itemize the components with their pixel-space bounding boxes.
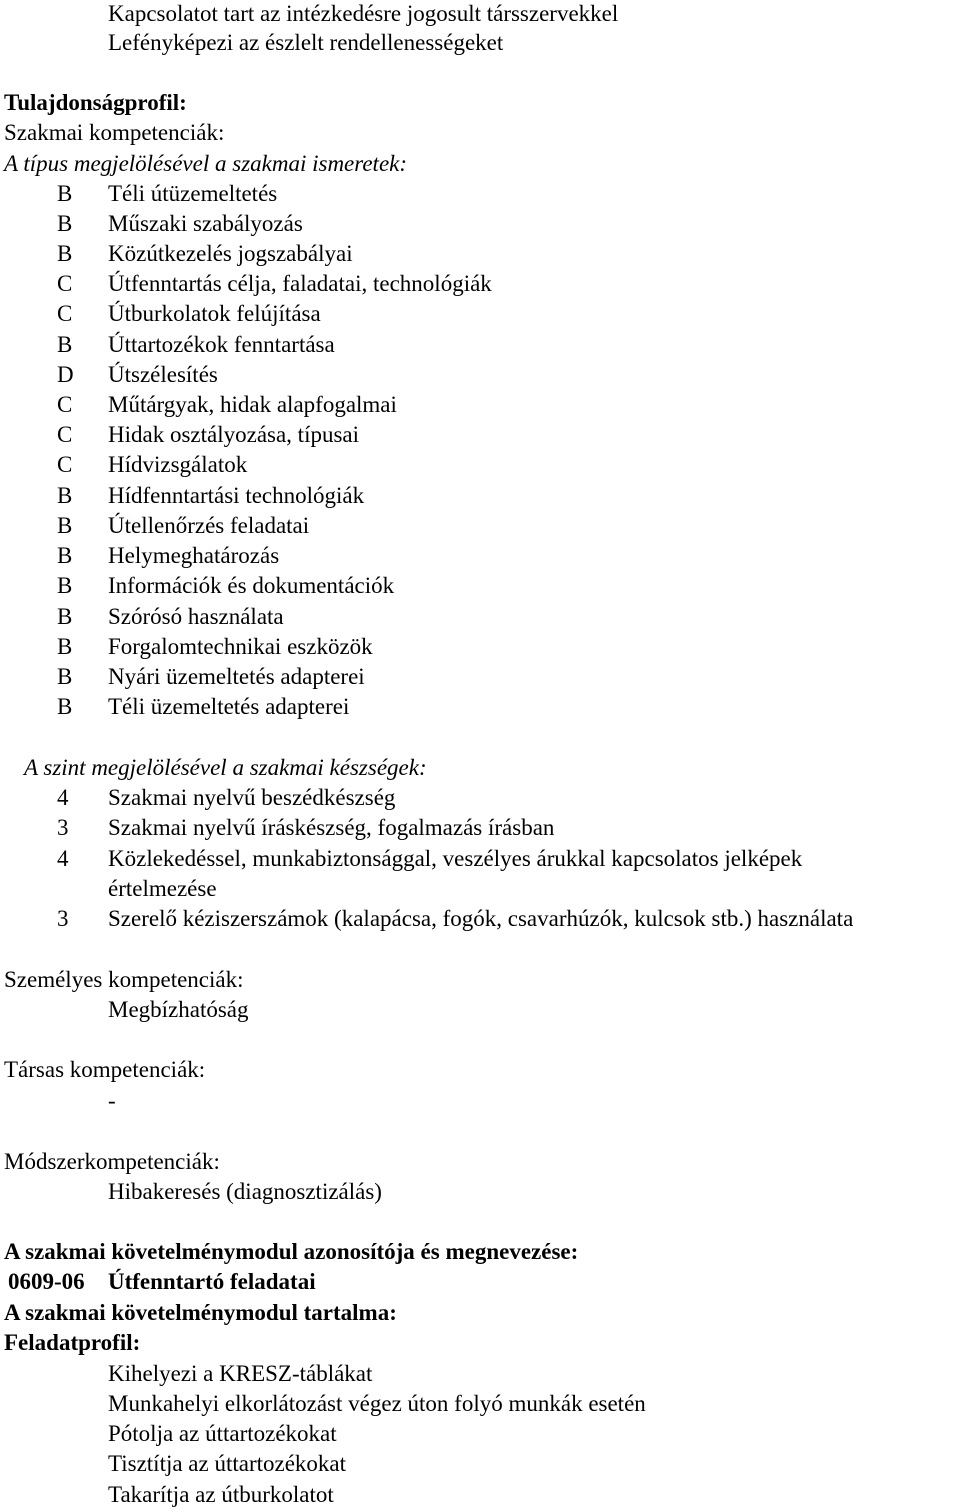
knowledge-text: Útfenntartás célja, faladatai, technológiák: [108, 271, 492, 296]
knowledge-type: B: [57, 664, 73, 689]
skill-text: Szerelő kéziszerszámok (kalapácsa, fogók, csavarhúzók, kulcsok stb.) használata: [108, 906, 854, 931]
knowledge-type: B: [57, 694, 73, 719]
professional-competencies-label: Szakmai kompetenciák:: [4, 120, 225, 145]
task-item: Takarítja az útburkolatot: [108, 1482, 334, 1507]
knowledge-text: Téli útüzemeltetés: [108, 181, 278, 206]
skill-text: Közlekedéssel, munkabiztonsággal, veszélyes árukkal kapcsolatos jelképek: [108, 846, 803, 871]
skill-level: 4: [57, 785, 69, 810]
knowledge-type: C: [57, 301, 73, 326]
knowledge-text: Útellenőrzés feladatai: [108, 513, 310, 538]
profile-heading: Tulajdonságprofil:: [4, 90, 187, 115]
knowledge-type: B: [57, 483, 73, 508]
knowledge-text: Útburkolatok felújítása: [108, 301, 321, 326]
knowledge-text: Hidak osztályozása, típusai: [108, 422, 360, 447]
module-code: 0609-06: [8, 1269, 85, 1294]
knowledge-type: B: [57, 241, 73, 266]
knowledge-text: Szórósó használata: [108, 604, 284, 629]
skill-level: 3: [57, 815, 69, 840]
skill-level: 3: [57, 906, 69, 931]
knowledge-text: Hídvizsgálatok: [108, 452, 248, 477]
personal-competency-value: Megbízhatóság: [108, 997, 249, 1022]
knowledge-text: Műtárgyak, hidak alapfogalmai: [108, 392, 397, 417]
knowledge-type: B: [57, 513, 73, 538]
knowledge-text: Helymeghatározás: [108, 543, 280, 568]
skills-heading: A szint megjelölésével a szakmai készségek:: [24, 755, 427, 780]
task-item: Munkahelyi elkorlátozást végez úton folyó munkák esetén: [108, 1391, 646, 1416]
task-item: Tisztítja az úttartozékokat: [108, 1451, 347, 1476]
knowledge-type: B: [57, 604, 73, 629]
module-id-heading: A szakmai követelménymodul azonosítója és megnevezése:: [4, 1239, 579, 1264]
method-competencies-label: Módszerkompetenciák:: [4, 1149, 220, 1174]
knowledge-text: Közútkezelés jogszabályai: [108, 241, 353, 266]
module-name: Útfenntartó feladatai: [108, 1269, 316, 1294]
knowledge-type: B: [57, 332, 73, 357]
personal-competencies-label: Személyes kompetenciák:: [4, 967, 244, 992]
skill-level: 4: [57, 846, 69, 871]
knowledge-type: C: [57, 422, 73, 447]
knowledge-text: Úttartozékok fenntartása: [108, 332, 335, 357]
social-competency-value: -: [108, 1088, 116, 1113]
method-competency-value: Hibakeresés (diagnosztizálás): [108, 1179, 382, 1204]
knowledge-text: Nyári üzemeltetés adapterei: [108, 664, 365, 689]
knowledge-type: C: [57, 271, 73, 296]
skill-text-continuation: értelmezése: [108, 876, 217, 901]
knowledge-text: Műszaki szabályozás: [108, 211, 303, 236]
knowledge-type: B: [57, 634, 73, 659]
knowledge-text: Téli üzemeltetés adapterei: [108, 694, 350, 719]
knowledge-type: B: [57, 211, 73, 236]
knowledge-text: Forgalomtechnikai eszközök: [108, 634, 373, 659]
knowledge-type: C: [57, 392, 73, 417]
intro-line: Lefényképezi az észlelt rendellenességeket: [108, 30, 504, 55]
task-item: Kihelyezi a KRESZ-táblákat: [108, 1361, 373, 1386]
skill-text: Szakmai nyelvű íráskészség, fogalmazás írásban: [108, 815, 555, 840]
task-item: Pótolja az úttartozékokat: [108, 1421, 337, 1446]
knowledge-text: Hídfenntartási technológiák: [108, 483, 365, 508]
knowledge-type: D: [57, 362, 74, 387]
skill-text: Szakmai nyelvű beszédkészség: [108, 785, 396, 810]
knowledge-type: C: [57, 452, 73, 477]
knowledge-type: B: [57, 543, 73, 568]
knowledge-heading: A típus megjelölésével a szakmai ismeretek:: [4, 151, 408, 176]
knowledge-text: Információk és dokumentációk: [108, 573, 395, 598]
task-profile-heading: Feladatprofil:: [4, 1330, 141, 1355]
social-competencies-label: Társas kompetenciák:: [4, 1057, 206, 1082]
knowledge-type: B: [57, 573, 73, 598]
intro-line: Kapcsolatot tart az intézkedésre jogosult társszervekkel: [108, 1, 619, 26]
knowledge-type: B: [57, 181, 73, 206]
module-content-heading: A szakmai követelménymodul tartalma:: [4, 1300, 397, 1325]
knowledge-text: Útszélesítés: [108, 362, 218, 387]
